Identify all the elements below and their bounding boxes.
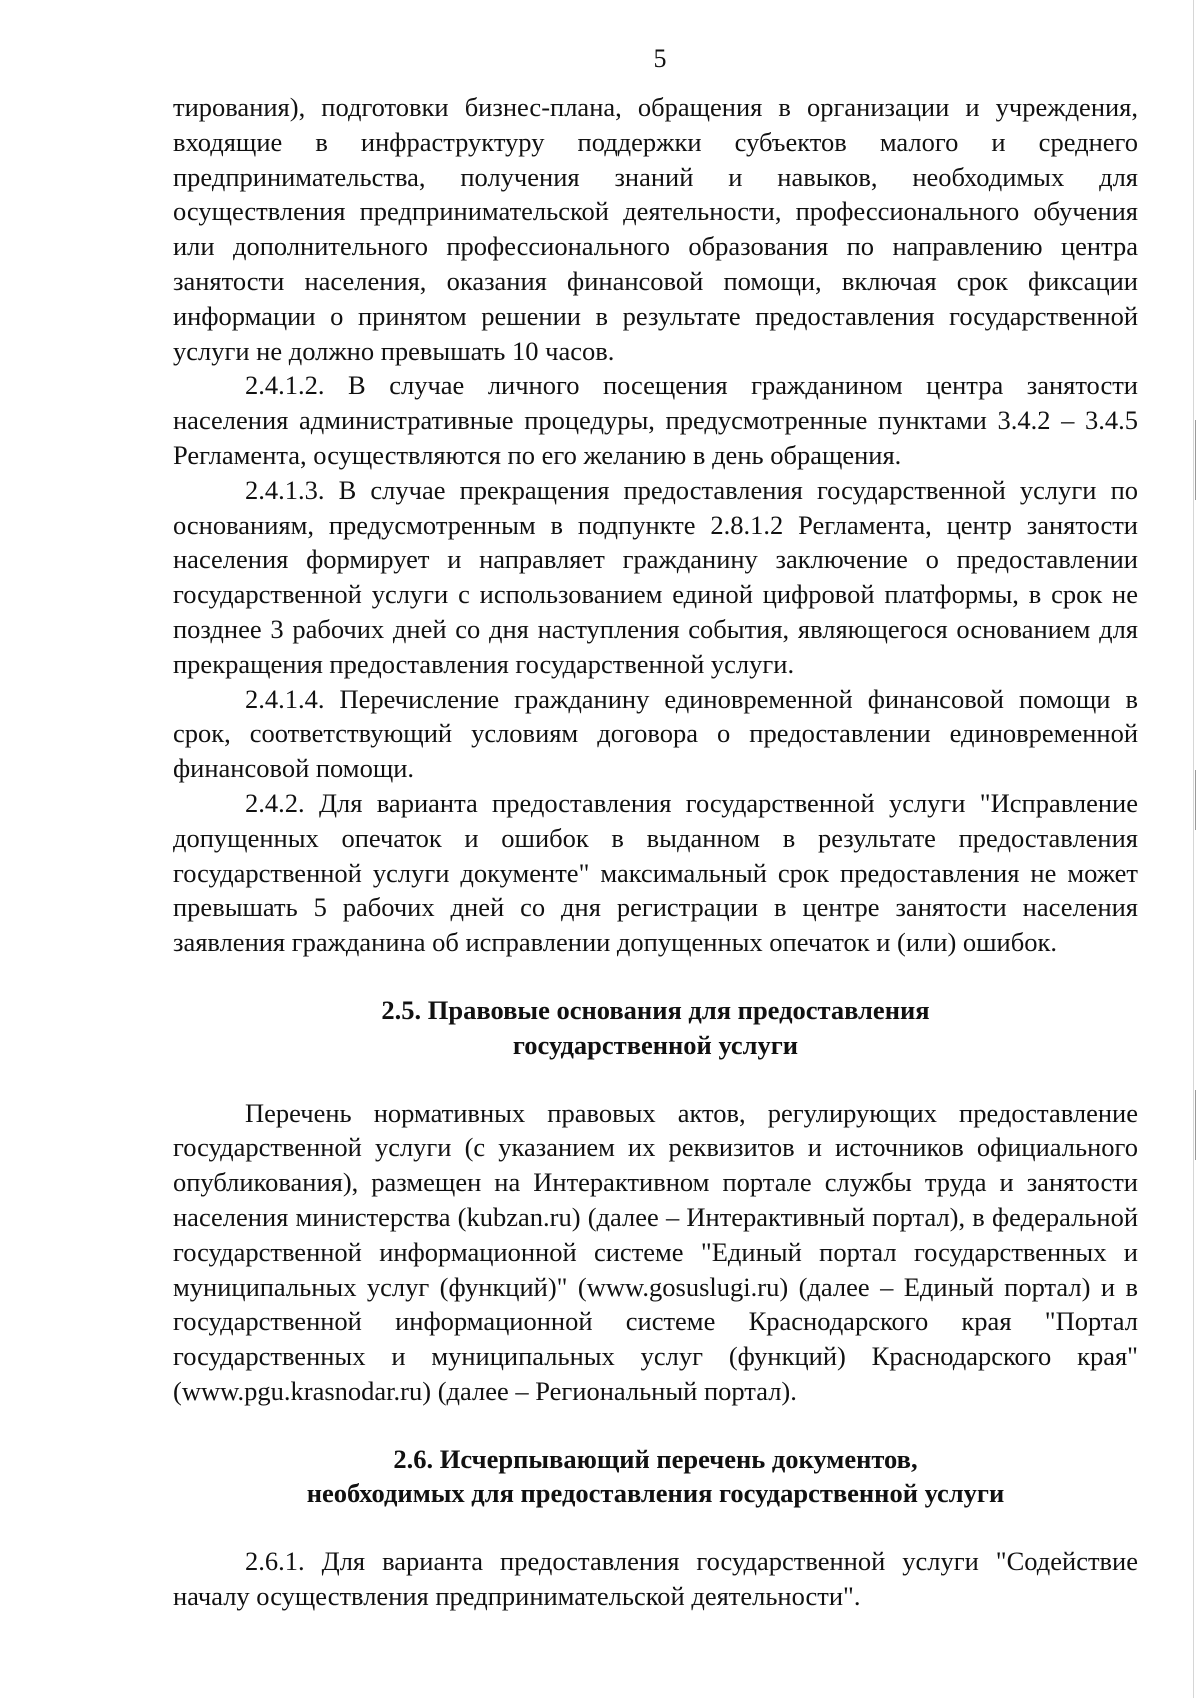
scan-artifact-mark <box>1195 1090 1196 1160</box>
section-heading-2-6-line-1: 2.6. Исчерпывающий перечень документов, <box>393 1443 918 1474</box>
document-body <box>173 90 1138 1614</box>
section-heading-2-5 <box>173 993 1138 1063</box>
paragraph-2-6-1: 2.6.1. Для варианта предоставления государственной услуги "Содействие началу осуществления предпринимательской деятельности". <box>173 1546 1138 1612</box>
scan-artifact-mark <box>1195 420 1196 500</box>
scan-artifact-mark <box>1195 770 1196 830</box>
section-heading-2-5-line-1: 2.5. Правовые основания для предоставления <box>381 994 930 1025</box>
paragraph-2-4-2: 2.4.2. Для варианта предоставления государственной услуги "Исправление допущенных опечаток и ошибок в выданном в результате предоставления государственной услуги документе" максимальный срок предоставления не может превышать 5 рабочих дней со дня регистрации в центре занятости населения заявления гражданина об исправлении допущенных опечаток и (или) ошибок. <box>173 787 1138 958</box>
paragraph-2-4-1-3: 2.4.1.3. В случае прекращения предоставления государственной услуги по основаниям, предусмотренным в подпункте 2.8.1.2 Регламента, центр занятости населения формирует и направляет гражданину заключение о предоставлении государственной услуги с использованием единой цифровой платформы, в срок не позднее 3 рабочих дней со дня наступления события, являющегося основанием для прекращения предоставления государственной услуги. <box>173 474 1138 679</box>
section-heading-2-6 <box>173 1442 1138 1512</box>
paragraph-legal-basis: Перечень нормативных правовых актов, регулирующих предоставление государственной услуги (с указанием их реквизитов и источников официального опубликования), размещен на Интерактивном портале службы труда и занятости населения министерства (kubzan.ru) (далее – Интерактивный портал), в федеральной государственной информационной системе "Единый портал государственных и муниципальных услуг (функций)" (www.gosuslugi.ru) (далее – Единый портал) и в государственной информационной системе Краснодарского края "Портал государственных и муниципальных услуг (функций) Краснодарского края" (www.pgu.krasnodar.ru) (далее – Региональный портал). <box>173 1097 1138 1406</box>
page-number: 5 <box>653 44 667 73</box>
section-heading-2-6-line-2: необходимых для предоставления государственной услуги <box>306 1478 1005 1509</box>
paragraph-2-4-1-2: 2.4.1.2. В случае личного посещения гражданином центра занятости населения административные процедуры, предусмотренные пунктами 3.4.2 – 3.4.5 Регламента, осуществляются по его желанию в день обращения. <box>173 370 1138 470</box>
paragraph-2-4-1-4: 2.4.1.4. Перечисление гражданину единовременной финансовой помощи в срок, соответствующий условиям договора о предоставлении единовременной финансовой помощи. <box>173 683 1138 784</box>
paragraph-continuation: тирования), подготовки бизнес-плана, обращения в организации и учреждения, входящие в инфраструктуру поддержки субъектов малого и среднего предпринимательства, получения знаний и навыков, необходимых для осуществления предпринимательской деятельности, профессионального обучения или дополнительного профессионального образования по направлению центра занятости населения, оказания финансовой помощи, включая срок фиксации информации о принятом решении в результате предоставления государственной услуги не должно превышать 10 часов. <box>173 92 1138 366</box>
scan-edge-line <box>1193 0 1194 1698</box>
section-heading-2-5-line-2: государственной услуги <box>512 1029 799 1060</box>
